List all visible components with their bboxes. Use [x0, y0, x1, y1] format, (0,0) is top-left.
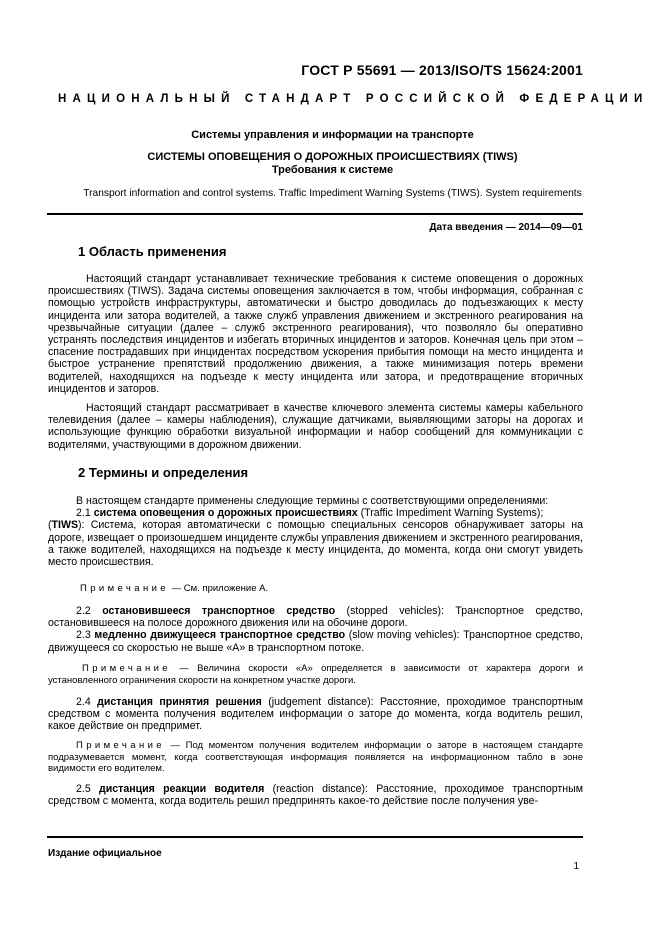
term-definition: (reaction distance): Расстояние, проходимое транспортным средством с момента, когда водитель решил предпринять какое-то действие после получения уве-	[48, 783, 583, 808]
note-text: — Величина скорости «А» определяется в зависимости от характера дороги и установленного ограничения скорости на конкретном участке дороги.	[48, 663, 583, 686]
term-definition: (slow moving vehicles): Транспортное средство, движущееся со скоростью не выше «А» в транспортном потоке.	[48, 629, 583, 654]
note-text: — См. приложение А.	[169, 583, 269, 594]
paragraph-text: Настоящий стандарт устанавливает технические требования к системе оповещения о дорожных происшествиях (TIWS). Задача системы оповещения заключается в том, чтобы информация, собранная с помощью устройств инфраструктуры, автоматически и быстро доводилась до подъезжающих к месту инцидента или затора водителей, а также служб управления движением и экстренного реагирования на чрезвычайные ситуации (далее – служб экстренного реагирования), что позволяло бы оперативно устранять последствия инцидентов и избегать вторичных инцидентов и заторов. Конечная цель при этом – спасение пострадавших при инцидентах посредством ускорения прибытия помощи на место инцидента и быстрое устранение препятствий продолжению движения, а также минимизация потерь времени водителей, находящихся на подъезде к месту инцидента или затора, и предотвращение вторичных инцидентов и заторов.	[48, 273, 583, 395]
term-abbreviation: TIWS	[51, 519, 79, 532]
note-text: — Под моментом получения водителем информации о заторе в настоящем стандарте подразумевается момент, когда соответствующая информация появляется на информационном табло в зоне видимости его водителем.	[48, 740, 583, 774]
standard-requirements-line: Требования к системе	[271, 164, 394, 176]
bottom-divider	[47, 836, 583, 838]
term-number: 2.2	[76, 605, 91, 617]
term-2-1: 2.1 система оповещения о дорожных происшествиях (Traffic Impediment Warning Systems); (TIWS): Система, которая автоматически с помощью специальных сенсоров обнаруживает заторы на дороге, извещает о произошедшем инциденте службы управления движением и экстренного реагирования, а также водителей, находящихся на подъезде к месту инцидента, до момента, когда они смогут увидеть место происшествия.	[48, 507, 583, 569]
term-name: дистанция принятия решения	[97, 696, 262, 708]
term-number: 2.3	[76, 629, 91, 642]
term-number: 2.4	[76, 696, 91, 708]
section-1-heading: 1 Область применения	[78, 244, 227, 259]
term-name: медленно движущееся транспортное средство	[94, 629, 346, 642]
page-number: 1	[573, 861, 579, 872]
note-label: Примечание	[82, 663, 171, 674]
term-number: 2.1	[76, 507, 91, 520]
introduction-date: Дата введения — 2014—09—01	[429, 222, 583, 233]
section-1-paragraph-1	[48, 273, 583, 395]
section-1-paragraph-2	[48, 402, 583, 451]
term-definition: ): Система, которая автоматически с помощью специальных сенсоров обнаруживает заторы на дороге, извещает о произошедшем инциденте службы управления движением и экстренного реагирования, а также водителей, находящихся на подъезде к месту инцидента, до момента, когда они смогут увидеть место происшествия.	[48, 519, 583, 569]
terms-2-2-and-2-3	[48, 605, 583, 654]
note-label: Примечание	[80, 583, 169, 594]
top-divider	[47, 213, 583, 215]
term-2-4-block	[48, 696, 583, 733]
note-3	[48, 740, 583, 775]
national-standard-banner: НАЦИОНАЛЬНЫЙ СТАНДАРТ РОССИЙСКОЙ ФЕДЕРАЦИИ	[58, 93, 649, 105]
term-name: дистанция реакции водителя	[99, 783, 265, 795]
term-english: (Traffic Impediment Warning Systems);	[360, 507, 544, 520]
section-2-heading: 2 Термины и определения	[78, 465, 249, 480]
note-1	[80, 583, 268, 594]
paragraph-text: Настоящий стандарт рассматривает в качестве ключевого элемента системы камеры кабельного телевидения (далее – камеры наблюдения), служащие датчиками, выявляющими заторы на дорогах и использующие функцию обработки визуальной информации и набор сообщений для коммуникации с водителями, участвующими в дорожном движении.	[48, 402, 583, 451]
term-name: остановившееся транспортное средство	[102, 605, 336, 617]
standard-title: СИСТЕМЫ ОПОВЕЩЕНИЯ О ДОРОЖНЫХ ПРОИСШЕСТВИЯХ (TIWS)	[147, 151, 518, 163]
term-2-5	[48, 783, 583, 807]
section-2-intro-and-2-1	[48, 495, 583, 568]
gost-identifier: ГОСТ Р 55691 — 2013/ISO/TS 15624:2001	[301, 62, 583, 78]
term-2-4	[48, 696, 583, 733]
term-number: 2.5	[76, 783, 91, 795]
term-2-2	[48, 605, 583, 629]
note-2	[48, 663, 583, 686]
note-label: Примечание	[76, 740, 165, 751]
standard-subtitle: Системы управления и информации на транспорте	[191, 129, 474, 141]
term-2-3	[48, 629, 583, 653]
term-name: система оповещения о дорожных происшествиях	[93, 507, 358, 520]
term-2-5-block	[48, 783, 583, 807]
english-title: Transport information and control systems. Traffic Impediment Warning Systems (TIWS). System requirements	[83, 188, 582, 199]
official-edition-label: Издание официальное	[48, 848, 162, 859]
term-definition: (judgement distance): Расстояние, проходимое транспортным средством с момента получения водителем информации о заторе до момента, когда водитель решил, какое действие он предпримет.	[48, 696, 583, 733]
term-definition: (stopped vehicles): Транспортное средство, остановившееся на полосе дорожного движения или на обочине дороги.	[48, 605, 583, 630]
section-2-intro: В настоящем стандарте применены следующие термины с соответствующими определениями:	[76, 495, 549, 507]
